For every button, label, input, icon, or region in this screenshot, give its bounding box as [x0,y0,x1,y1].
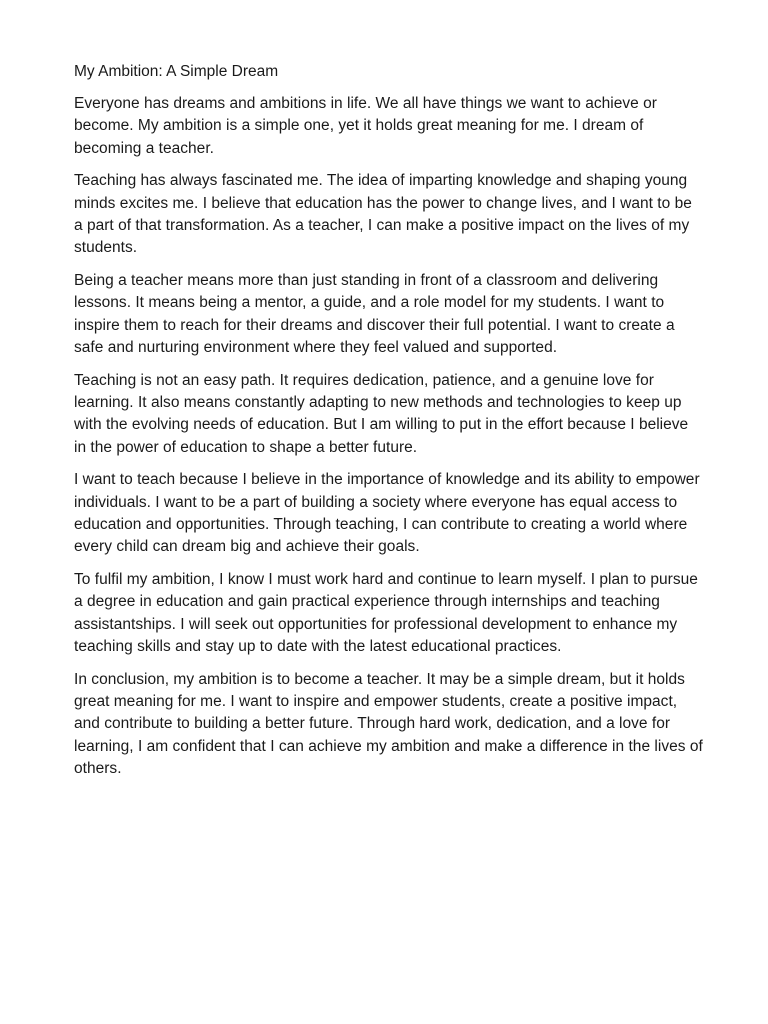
paragraph: Teaching has always fascinated me. The idea of imparting knowledge and shaping young minds excites me. I believe that education has the power to change lives, and I want to be a part of that transformation. As a teacher, I can make a positive impact on the lives of my students. [74,172,692,257]
document-body [74,61,704,791]
paragraph: In conclusion, my ambition is to become a teacher. It may be a simple dream, but it holds great meaning for me. I want to inspire and empower students, create a positive impact, and contribute to building a better future. Through hard work, dedication, and a love for learning, I am confident that I can achieve my ambition and make a difference in the lives of others. [74,670,703,778]
paragraph: Teaching is not an easy path. It requires dedication, patience, and a genuine love for learning. It also means constantly adapting to new methods and technologies to keep up with the evolving needs of education. But I am willing to put in the effort because I believe in the power of education to shape a better future. [74,371,689,456]
paragraph: Being a teacher means more than just standing in front of a classroom and delivering lessons. It means being a mentor, a guide, and a role model for my students. I want to inspire them to reach for their dreams and discover their full potential. I want to create a safe and nurturing environment where they feel valued and supported. [74,272,675,356]
paragraph: I want to teach because I believe in the importance of knowledge and its ability to empower individuals. I want to be a part of building a society where everyone has equal access to education and opportunities. Through teaching, I can contribute to creating a world where every child can dream big and achieve their goals. [74,471,700,556]
paragraph: Everyone has dreams and ambitions in life. We all have things we want to achieve or become. My ambition is a simple one, yet it holds great meaning for me. I dream of becoming a teacher. [74,95,657,157]
document-title: My Ambition: A Simple Dream [74,63,279,80]
paragraph: To fulfil my ambition, I know I must work hard and continue to learn myself. I plan to pursue a degree in education and gain practical experience through internships and teaching assistantships. I will seek out opportunities for professional development to enhance my teaching skills and stay up to date with the latest educational practices. [74,571,698,656]
